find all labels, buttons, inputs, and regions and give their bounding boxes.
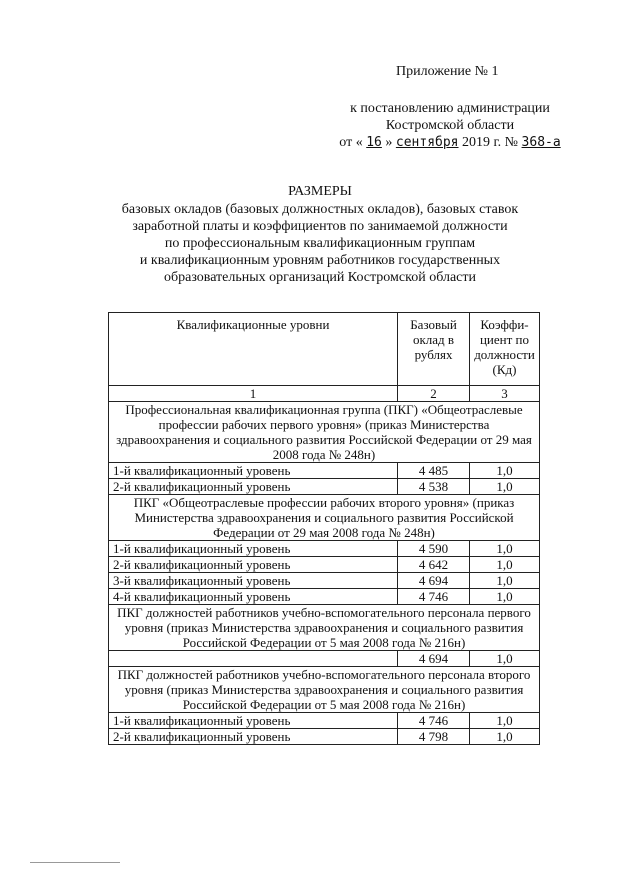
table-row: [109, 463, 540, 479]
date-year: 2019 г. №: [462, 135, 519, 150]
salary-cell: 4 590: [398, 541, 470, 557]
decree-date-line: [300, 134, 600, 151]
level-cell: 4-й квалификационный уровень: [109, 589, 398, 605]
table-row: [109, 479, 540, 495]
coef-cell: 1,0: [469, 713, 539, 729]
date-mid: »: [385, 135, 393, 150]
level-cell: 2-й квалификационный уровень: [109, 729, 398, 745]
column-number: 3: [469, 386, 539, 402]
decree-reference: [300, 100, 600, 151]
group-title: ПКГ должностей работников учебно-вспомогательного персонала второго уровня (приказ Министерства здравоохранения и социального развития Российской Федерации от 5 мая 2008 года № 216н): [109, 667, 540, 713]
table-header-row: [109, 313, 540, 386]
decree-line-1: к постановлению администрации: [350, 101, 550, 116]
group-row: [109, 495, 540, 541]
table-row: [109, 557, 540, 573]
header-coefficient: Коэффи-циент по должности (Кд): [469, 313, 539, 386]
coef-cell: 1,0: [469, 557, 539, 573]
footer-rule: [30, 862, 120, 863]
title-line: и квалификационным уровням работников государственных: [139, 253, 501, 268]
coef-cell: 1,0: [469, 651, 539, 667]
header-qualification-levels: Квалификационные уровни: [109, 313, 398, 386]
salary-cell: 4 746: [398, 589, 470, 605]
level-cell: [109, 651, 398, 667]
level-cell: 2-й квалификационный уровень: [109, 557, 398, 573]
level-cell: 1-й квалификационный уровень: [109, 713, 398, 729]
group-row: [109, 402, 540, 463]
coef-cell: 1,0: [469, 463, 539, 479]
decree-line-2: Костромской области: [385, 118, 515, 133]
level-cell: 1-й квалификационный уровень: [109, 463, 398, 479]
date-day: 16: [366, 135, 382, 150]
group-title: Профессиональная квалификационная группа (ПКГ) «Общеотраслевые профессии рабочих первого уровня» (приказ Министерства здравоохранения и социального развития Российской Федерации от 29 мая 2008 года № 248н): [109, 402, 540, 463]
level-cell: 3-й квалификационный уровень: [109, 573, 398, 589]
table-row: [109, 589, 540, 605]
title-line: заработной платы и коэффициентов по занимаемой должности: [132, 219, 508, 234]
annex-label: Приложение № 1: [396, 64, 499, 79]
decree-number: 368-а: [521, 135, 561, 150]
coef-cell: 1,0: [469, 729, 539, 745]
salary-cell: 4 694: [398, 573, 470, 589]
column-number: 2: [398, 386, 470, 402]
coef-cell: 1,0: [469, 589, 539, 605]
document-title: [100, 183, 540, 286]
title-line: базовых окладов (базовых должностных окладов), базовых ставок: [121, 202, 519, 217]
column-number: 1: [109, 386, 398, 402]
salary-cell: 4 642: [398, 557, 470, 573]
title-line: по профессиональным квалификационным группам: [164, 236, 476, 251]
table-row: [109, 729, 540, 745]
column-number-row: [109, 386, 540, 402]
salary-cell: 4 538: [398, 479, 470, 495]
group-title: ПКГ должностей работников учебно-вспомогательного персонала первого уровня (приказ Министерства здравоохранения и социального развития Российской Федерации от 5 мая 2008 года № 216н): [109, 605, 540, 651]
group-title: ПКГ «Общеотраслевые профессии рабочих второго уровня» (приказ Министерства здравоохранения и социального развития Российской Федерации от 29 мая 2008 года № 248н): [109, 495, 540, 541]
level-cell: 1-й квалификационный уровень: [109, 541, 398, 557]
salary-table: [108, 312, 540, 745]
table-row: [109, 713, 540, 729]
table-row: [109, 573, 540, 589]
salary-cell: 4 694: [398, 651, 470, 667]
title-heading: РАЗМЕРЫ: [288, 184, 352, 199]
group-row: [109, 605, 540, 651]
coef-cell: 1,0: [469, 573, 539, 589]
salary-cell: 4 798: [398, 729, 470, 745]
group-row: [109, 667, 540, 713]
table-row: [109, 541, 540, 557]
salary-cell: 4 485: [398, 463, 470, 479]
level-cell: 2-й квалификационный уровень: [109, 479, 398, 495]
date-month: сентября: [395, 135, 459, 150]
date-prefix: от «: [339, 135, 363, 150]
table-row: [109, 651, 540, 667]
coef-cell: 1,0: [469, 479, 539, 495]
salary-cell: 4 746: [398, 713, 470, 729]
coef-cell: 1,0: [469, 541, 539, 557]
header-base-salary: Базовый оклад в рублях: [398, 313, 470, 386]
title-line: образовательных организаций Костромской области: [163, 270, 476, 285]
